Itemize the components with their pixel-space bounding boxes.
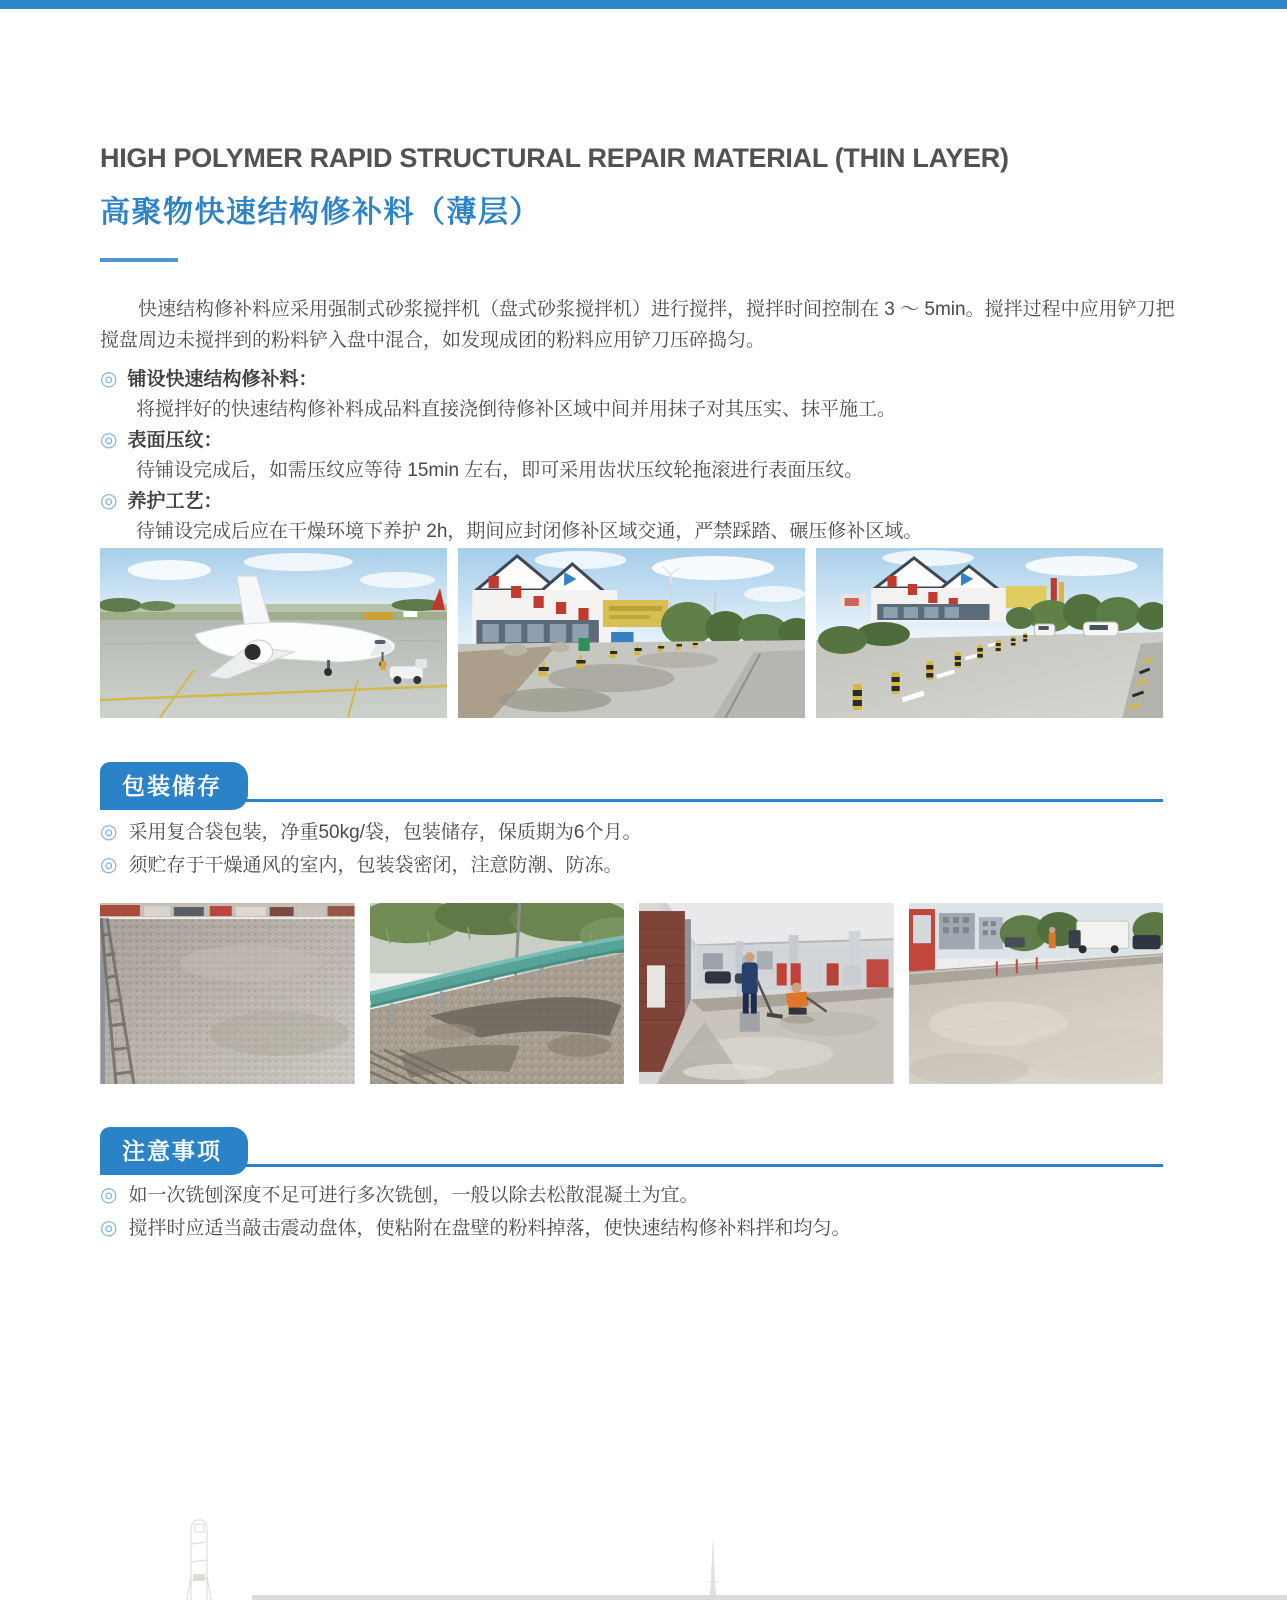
intro-paragraph: 快速结构修补料应采用强制式砂浆搅拌机（盘式砂浆搅拌机）进行搅拌，搅拌时间控制在 3 ～ 5min。搅拌过程中应用铲刀把搅盘周边未搅拌到的粉料铲入盘中混合，如发现成团的粉料应用铲刀压碎捣匀。 — [100, 299, 1175, 351]
title-block — [100, 143, 1009, 262]
intro-section — [100, 294, 1178, 547]
coned-road-photo-graphic — [816, 548, 1163, 718]
airplane-photo-graphic — [100, 548, 447, 718]
watermark-building-outline — [176, 1516, 222, 1600]
photo-guardrail-damaged-pavement — [370, 903, 625, 1084]
photo-service-area-building — [458, 548, 805, 718]
intro-item-text: 待铺设完成后应在干燥环境下养护 2h，期间应封闭修补区域交通，严禁踩踏、碾压修补区域。 — [136, 521, 923, 542]
photo-workers-applying-repair-material — [639, 903, 894, 1084]
service-area-photo-graphic — [458, 548, 805, 718]
intro-item-label: 表面压纹： — [127, 430, 223, 451]
bullet-text: 如一次铣刨深度不足可进行多次铣刨，一般以除去松散混凝土为宜。 — [128, 1185, 699, 1206]
page-title-en: HIGH POLYMER RAPID STRUCTURAL REPAIR MATERIAL (THIN LAYER) — [100, 143, 1009, 173]
circle-bullet-icon: ◎ — [100, 368, 118, 390]
circle-bullet-icon: ◎ — [100, 1184, 118, 1206]
circle-bullet-icon: ◎ — [100, 821, 118, 843]
photo-row-cases — [100, 903, 1163, 1084]
fresh-concrete-photo-graphic — [909, 903, 1164, 1084]
bullet-text: 搅拌时应适当敲击震动盘体，使粘附在盘壁的粉料掉落，使快速结构修补料拌和均匀。 — [128, 1218, 851, 1239]
intro-item-label: 铺设快速结构修补料： — [127, 369, 318, 390]
intro-item-text: 待铺设完成后，如需压纹应等待 15min 左右，即可采用齿状压纹轮拖滚进行表面压纹。 — [136, 460, 864, 481]
guardrail-photo-graphic — [370, 903, 625, 1084]
section-tab-packaging-storage — [100, 762, 248, 810]
bullet-row — [100, 849, 1163, 882]
section-rule — [100, 1164, 1163, 1167]
photo-service-area-coned-road — [816, 548, 1163, 718]
precautions-bullets — [100, 1179, 1163, 1245]
page-bottom-edge — [252, 1595, 1287, 1600]
packaging-storage-bullets — [100, 816, 1163, 882]
watermark-tower-spire — [700, 1536, 726, 1600]
photo-fresh-repaired-pavement — [909, 903, 1164, 1084]
section-tab-precautions — [100, 1127, 248, 1175]
circle-bullet-icon: ◎ — [100, 490, 118, 512]
milled-texture-photo-graphic — [100, 903, 355, 1084]
page-title-zh: 高聚物快速结构修补料（薄层） — [100, 196, 541, 229]
photo-airport-apron-airplane — [100, 548, 447, 718]
circle-bullet-icon: ◎ — [100, 429, 118, 451]
photo-milled-pavement-texture — [100, 903, 355, 1084]
intro-item — [100, 364, 1178, 425]
circle-bullet-icon: ◎ — [100, 1217, 118, 1239]
section-title: 注意事项 — [122, 1138, 222, 1164]
circle-bullet-icon: ◎ — [100, 854, 118, 876]
intro-item-label: 养护工艺： — [127, 491, 223, 512]
bullet-text: 须贮存于干燥通风的室内，包装袋密闭，注意防潮、防冻。 — [128, 855, 623, 876]
bullet-text: 采用复合袋包装，净重50kg/袋，包装储存，保质期为6个月。 — [128, 822, 642, 843]
intro-item-text: 将搅拌好的快速结构修补料成品料直接浇倒待修补区域中间并用抹子对其压实、抹平施工。 — [136, 399, 897, 420]
section-rule — [100, 799, 1163, 802]
bullet-row — [100, 1179, 1163, 1212]
intro-item — [100, 486, 1178, 547]
bullet-row — [100, 816, 1163, 849]
title-underline — [100, 258, 178, 262]
intro-item — [100, 425, 1178, 486]
bullet-row — [100, 1212, 1163, 1245]
photo-row-application — [100, 548, 1163, 718]
section-title: 包装储存 — [122, 773, 222, 799]
top-edge-bar — [0, 0, 1287, 9]
workers-photo-graphic — [639, 903, 894, 1084]
